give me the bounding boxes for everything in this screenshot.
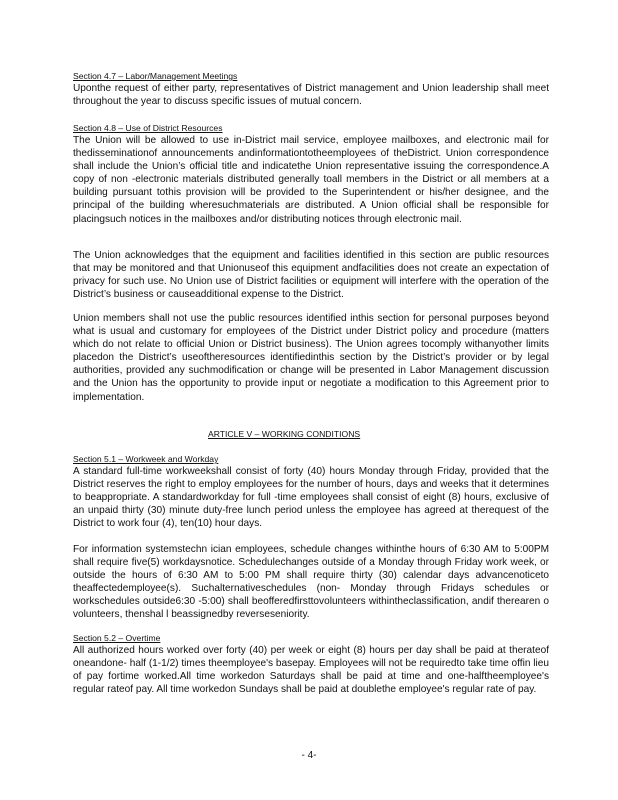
section-4-8-paragraph-3 — [73, 312, 549, 404]
section-5-2 — [73, 633, 549, 696]
section-paragraph: For information systemstechn ician employees, schedule changes withinthe hours of 6:30 AM to 5:00PM shall require five(5) workdaysnotice. Schedulechanges outside of a Monday through Friday work week, or outside the hours of 6:30 AM to 5:00 PM shall require thirty (30) calendar days advancenoticeto theaffectedemployee(s). Suchalternativeschedules (non- Monday through Fridays schedules or workschedules outside6:30 -5:00) shall beofferedfirsttovolunteers withintheclassification, andif therearen o volunteers, thenshal l beassignedby reverseseniority. — [73, 544, 549, 621]
section-heading: Section 5.2 – Overtime — [73, 633, 161, 643]
section-5-1-paragraph-2 — [73, 543, 549, 622]
section-4-7 — [73, 71, 549, 108]
section-heading: Section 4.8 – Use of District Resources — [73, 123, 223, 133]
section-heading: Section 4.7 – Labor/Management Meetings — [73, 71, 238, 81]
section-paragraph: The Union acknowledges that the equipment and facilities identified in this section are public resources that may be monitored and that Unionuseof this equipment andfacilities does not create an expectation of privacy for such use. No Union use of District facilities or equipment will interfere with the operation of the District’s business or causeadditional expense to the District. — [73, 250, 549, 301]
section-paragraph: All authorized hours worked over forty (40) per week or eight (8) hours per day shall be paid at therateof oneandone- half (1-1/2) times theemployee's basepay. Employees will not be requiredto take time offin lieu of pay fortime worked.All time workedon Saturdays shall be paid at time and one-halftheemployee's regular rateof pay. All time workedon Sundays shall be paid at doublethe employee's regular rate of pay. — [73, 645, 549, 696]
section-5-1 — [73, 454, 549, 530]
section-paragraph: Union members shall not use the public resources identified inthis section for personal purposes beyond what is usual and customary for employees of the District under District policy and procedure (matters which do not relate to official Union or District business). The Union agrees tocomply withanyother limits placedon the District’s useoftheresources identifiedinthis section by the District’s provider or by legal authorities, provided any suchmodification or change will be presented in Labor Management discussion and the Union has the opportunity to provide input or negotiate a modification to this Agreement prior to implementation. — [73, 313, 549, 403]
section-4-8-paragraph-2 — [73, 249, 549, 301]
section-4-8 — [73, 123, 549, 226]
section-heading: Section 5.1 – Workweek and Workday — [73, 454, 219, 464]
article-heading: ARTICLE V – WORKING CONDITIONS — [208, 429, 361, 439]
section-paragraph: Uponthe request of either party, representatives of District management and Union leadership shall meet throughout the year to discuss specific issues of mutual concern. — [73, 83, 549, 108]
section-paragraph: The Union will be allowed to use in-District mail service, employee mailboxes, and electronic mail for thedisseminationof announcements andinformationtotheemployees of theDistrict. Union correspondence shall include the Union’s official title and indicatethe Union representative issuing the correspondence.A copy of non -electronic materials distributed generally toall members in the District or all members at a building pursuant tothis provision will be provided to the Superintendent or his/her designee, and the principal of the building wheresuchmaterials are distributed. A Union official shall be responsible for placingsuch notices in the mailboxes and/or distributing notices through electronic mail. — [73, 135, 549, 225]
page-number: - 4- — [301, 750, 317, 761]
section-paragraph: A standard full-time workweekshall consist of forty (40) hours Monday through Friday, provided that the District reserves the right to employ employees for the number of hours, days and weeks that it determines to beappropriate. A standardworkday for full -time employees shall consist of eight (8) hours, exclusive of an unpaid thirty (30) minute duty-free lunch period unless the employee has agreed at therequest of the District to work four (4), ten(10) hour days. — [73, 466, 549, 530]
